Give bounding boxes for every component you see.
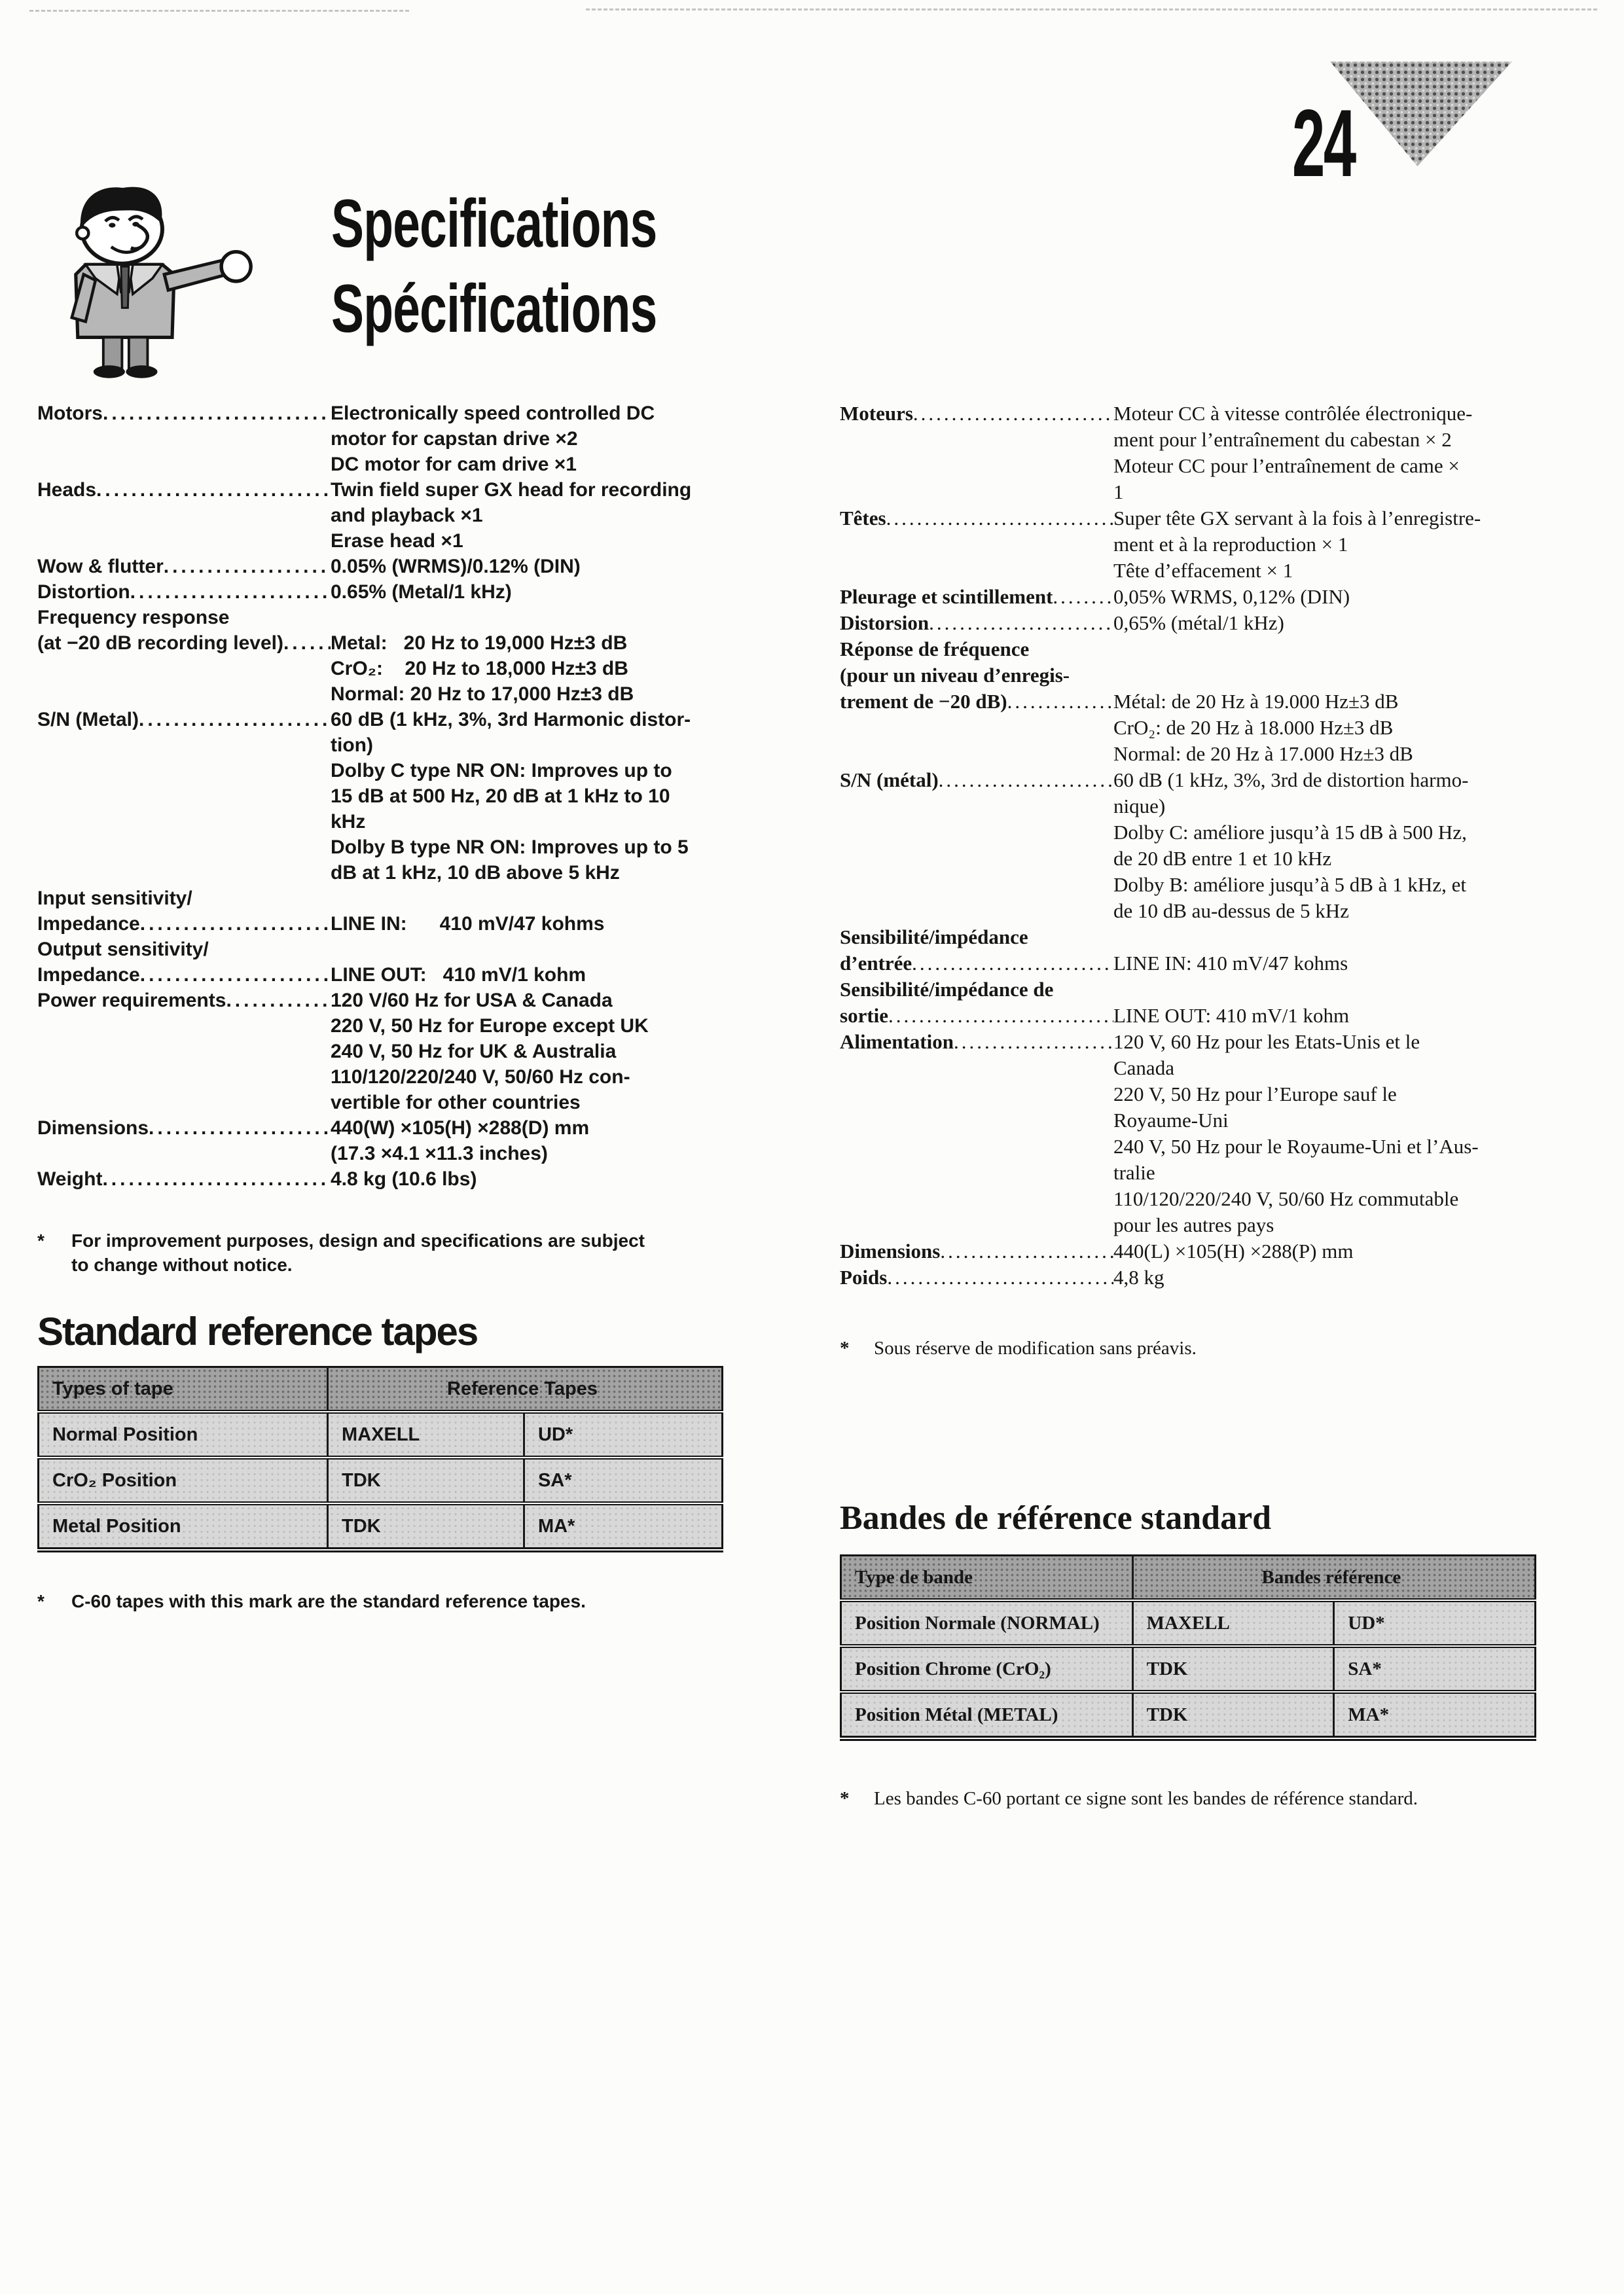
spec-line: 110/120/220/240 V, 50/60 Hz con-	[331, 1066, 630, 1088]
dot-leader	[130, 579, 331, 605]
dot-leader	[940, 1238, 1113, 1264]
cell-tape-type: Position Chrome (CrO₂)	[841, 1646, 1133, 1692]
spec-line: (17.3 ×4.1 ×11.3 inches)	[331, 1143, 548, 1164]
footnote-fr	[840, 1336, 1536, 1361]
dot-leader	[939, 767, 1113, 924]
dot-leader	[226, 988, 331, 1115]
spec-entry-sn	[37, 707, 723, 886]
spec-entry-distorsion	[840, 610, 1536, 636]
dot-leader	[1053, 584, 1113, 610]
spec-entry-poids	[840, 1264, 1536, 1291]
spec-entry-moteurs	[840, 401, 1536, 505]
title-english: Specifications	[331, 186, 657, 262]
cell-brand: MAXELL	[328, 1412, 524, 1458]
spec-entry-output-sensitivity	[37, 937, 723, 988]
spec-label: Distortion	[37, 581, 130, 603]
spec-entry-wow-flutter	[37, 554, 723, 579]
spec-entry-distortion	[37, 579, 723, 605]
page-number: 24	[1292, 90, 1355, 196]
spec-entry-reponse-frequence	[840, 636, 1536, 767]
cell-brand: TDK	[328, 1503, 524, 1550]
spec-entry-pleurage	[840, 584, 1536, 610]
page-number-block	[1283, 58, 1545, 196]
cell-brand: TDK	[328, 1458, 524, 1503]
spec-line: Super tête GX servant à la fois à l’enregistre-	[1113, 507, 1481, 529]
spec-line: 220 V, 50 Hz pour l’Europe sauf le	[1113, 1083, 1397, 1105]
table-header-type: Type de bande	[841, 1556, 1133, 1601]
halftone-triangle-icon	[1330, 62, 1512, 166]
spec-line: Moteur CC à vitesse contrôlée électronique-	[1113, 402, 1473, 425]
spec-label: S/N (Metal)	[37, 709, 139, 730]
table-row	[39, 1503, 723, 1550]
spec-line: 220 V, 50 Hz for Europe except UK	[331, 1015, 649, 1037]
column-english	[37, 401, 723, 1811]
spec-line: 240 V, 50 Hz for UK & Australia	[331, 1041, 617, 1062]
spec-line: 4.8 kg (10.6 lbs)	[331, 1168, 477, 1190]
spec-line: Erase head ×1	[331, 530, 463, 552]
table-header-reference: Reference Tapes	[328, 1367, 723, 1412]
spec-line: 120 V/60 Hz for USA & Canada	[331, 990, 613, 1011]
table-row	[841, 1692, 1536, 1738]
spec-label: trement de −20 dB)	[840, 690, 1007, 713]
title-french: Spécifications	[331, 271, 657, 347]
spec-line: 60 dB (1 kHz, 3%, 3rd Harmonic distor-	[331, 709, 691, 730]
spec-label: sortie	[840, 1004, 889, 1027]
spec-label: Impedance	[37, 964, 140, 986]
dot-leader	[912, 950, 1113, 977]
spec-line: Electronically speed controlled DC	[331, 403, 655, 424]
asterisk-mark: *	[840, 1788, 850, 1809]
spec-entry-dimensions-fr	[840, 1238, 1536, 1264]
spec-line: tion)	[331, 734, 373, 756]
table-footnote-fr	[840, 1787, 1536, 1811]
spec-line: Dolby C type NR ON: Improves up to	[331, 760, 672, 781]
dot-leader	[887, 1264, 1113, 1291]
section-heading-reference-tapes-fr: Bandes de référence standard	[840, 1499, 1272, 1537]
dot-leader	[886, 505, 1113, 584]
spec-label: Réponse de fréquence	[840, 637, 1030, 660]
cell-model: UD*	[524, 1412, 722, 1458]
spec-label: Poids	[840, 1266, 888, 1289]
dot-leader	[1007, 689, 1113, 767]
spec-label: Frequency response	[37, 607, 230, 628]
spec-label: Moteurs	[840, 402, 913, 425]
cell-brand: MAXELL	[1132, 1600, 1334, 1646]
scan-artifact-line	[29, 10, 409, 12]
spec-entry-tetes	[840, 505, 1536, 584]
spec-line: Canada	[1113, 1056, 1174, 1079]
dot-leader	[103, 401, 331, 477]
spec-line: kHz	[331, 811, 366, 833]
spec-line: CrO₂: de 20 Hz à 18.000 Hz±3 dB	[1113, 716, 1394, 739]
dot-leader	[139, 707, 331, 886]
spec-entry-sensibilite-sortie	[840, 977, 1536, 1029]
spec-label: Alimentation	[840, 1030, 954, 1053]
spec-line: LINE IN: 410 mV/47 kohms	[1113, 952, 1348, 975]
spec-line: 110/120/220/240 V, 50/60 Hz commutable	[1113, 1187, 1459, 1210]
spec-label: (pour un niveau d’enregis-	[840, 664, 1070, 687]
spec-line: CrO₂: 20 Hz to 18,000 Hz±3 dB	[331, 658, 628, 679]
spec-line: DC motor for cam drive ×1	[331, 454, 577, 475]
spec-label: Dimensions	[37, 1117, 149, 1139]
spec-line: Métal: de 20 Hz à 19.000 Hz±3 dB	[1113, 690, 1399, 713]
spec-line: Dolby C: améliore jusqu’à 15 dB à 500 Hz,	[1113, 821, 1467, 844]
footnote-en	[37, 1228, 723, 1277]
spec-line: 60 dB (1 kHz, 3%, 3rd de distortion harmo-	[1113, 768, 1469, 791]
spec-label: Weight	[37, 1168, 103, 1190]
spec-line: de 10 dB au-dessus de 5 kHz	[1113, 899, 1349, 922]
cell-tape-type: CrO₂ Position	[39, 1458, 328, 1503]
footnote-text: C-60 tapes with this mark are the standard reference tapes.	[71, 1591, 586, 1611]
spec-entry-motors	[37, 401, 723, 477]
spec-line: Metal: 20 Hz to 19,000 Hz±3 dB	[331, 632, 628, 654]
dot-leader	[149, 1115, 331, 1166]
spec-entry-sn-fr	[840, 767, 1536, 924]
spec-line: 440(W) ×105(H) ×288(D) mm	[331, 1117, 590, 1139]
spec-label: Input sensitivity/	[37, 887, 192, 909]
page-titles	[331, 178, 784, 352]
spec-label: Output sensitivity/	[37, 939, 209, 960]
spec-label: Wow & flutter	[37, 556, 164, 577]
spec-label: Pleurage et scintillement	[840, 585, 1053, 608]
spec-entry-weight	[37, 1166, 723, 1192]
spec-line: 240 V, 50 Hz pour le Royaume-Uni et l’Aus-	[1113, 1135, 1479, 1158]
spec-label: Heads	[37, 479, 97, 501]
spec-label: Motors	[37, 403, 103, 424]
spec-line: Dolby B: améliore jusqu’à 5 dB à 1 kHz, et	[1113, 873, 1466, 896]
spec-line: LINE OUT: 410 mV/1 kohm	[1113, 1004, 1350, 1027]
spec-label: Sensibilité/impédance de	[840, 978, 1054, 1001]
footnote-text: Les bandes C-60 portant ce signe sont les bandes de référence standard.	[874, 1788, 1418, 1809]
cell-tape-type: Normal Position	[39, 1412, 328, 1458]
presenter-man-icon	[26, 178, 322, 380]
spec-label: S/N (métal)	[840, 768, 939, 791]
spec-entry-heads	[37, 477, 723, 554]
table-footnote-en	[37, 1589, 723, 1613]
cell-brand: TDK	[1132, 1646, 1334, 1692]
spec-line: Dolby B type NR ON: Improves up to 5	[331, 836, 689, 858]
spec-label: Dimensions	[840, 1240, 941, 1263]
spec-line: ment et à la reproduction × 1	[1113, 533, 1348, 556]
cell-tape-type: Position Métal (METAL)	[841, 1692, 1133, 1738]
reference-tapes-table-fr	[840, 1554, 1536, 1741]
spec-line: Tête d’effacement × 1	[1113, 559, 1293, 582]
title-block	[26, 178, 784, 380]
table-row	[841, 1600, 1536, 1646]
spec-line: and playback ×1	[331, 505, 483, 526]
spec-columns	[37, 401, 1536, 1811]
spec-line: 0.05% (WRMS)/0.12% (DIN)	[331, 556, 581, 577]
spec-line: dB at 1 kHz, 10 dB above 5 kHz	[331, 862, 620, 884]
spec-line: LINE IN: 410 mV/47 kohms	[331, 913, 605, 935]
asterisk-mark: *	[840, 1338, 850, 1359]
spec-entry-alimentation	[840, 1029, 1536, 1238]
spec-label: Power requirements	[37, 990, 226, 1011]
table-row	[39, 1412, 723, 1458]
spec-entry-input-sensitivity	[37, 886, 723, 937]
table-header-type: Types of tape	[39, 1367, 328, 1412]
cell-model: SA*	[1334, 1646, 1536, 1692]
footnote-text: Sous réserve de modification sans préavis.	[874, 1338, 1197, 1359]
column-french	[840, 401, 1536, 1811]
spec-line: 15 dB at 500 Hz, 20 dB at 1 kHz to 10	[331, 785, 670, 807]
spec-line: 4,8 kg	[1113, 1266, 1164, 1289]
spec-line: LINE OUT: 410 mV/1 kohm	[331, 964, 586, 986]
spec-label: (at −20 dB recording level)	[37, 632, 283, 654]
spec-line: 0,65% (métal/1 kHz)	[1113, 611, 1284, 634]
scan-artifact-line	[586, 9, 1597, 10]
spec-line: 0,05% WRMS, 0,12% (DIN)	[1113, 585, 1350, 608]
spec-label: Têtes	[840, 507, 886, 529]
spec-line: ment pour l’entraînement du cabestan × 2	[1113, 428, 1452, 451]
dot-leader	[913, 401, 1113, 505]
cell-brand: TDK	[1132, 1692, 1334, 1738]
dot-leader	[164, 554, 331, 579]
table-row	[841, 1646, 1536, 1692]
dot-leader	[954, 1029, 1113, 1238]
dot-leader	[929, 610, 1113, 636]
table-header-reference: Bandes référence	[1132, 1556, 1535, 1601]
section-heading-reference-tapes-en: Standard reference tapes	[37, 1310, 478, 1353]
spec-line: Twin field super GX head for recording	[331, 479, 692, 501]
spec-label: Distorsion	[840, 611, 929, 634]
spec-label: Sensibilité/impédance	[840, 925, 1028, 948]
cell-model: MA*	[1334, 1692, 1536, 1738]
spec-line: vertible for other countries	[331, 1092, 581, 1113]
dot-leader	[140, 911, 331, 937]
dot-leader	[96, 477, 331, 554]
spec-label: d’entrée	[840, 952, 912, 975]
asterisk-mark: *	[37, 1230, 45, 1251]
spec-label: Impedance	[37, 913, 140, 935]
dot-leader	[102, 1166, 331, 1192]
reference-tapes-table-en	[37, 1366, 723, 1552]
spec-line: motor for capstan drive ×2	[331, 428, 578, 450]
footnote-text: For improvement purposes, design and specifications are subject to change without notice.	[71, 1230, 645, 1275]
spec-entry-power	[37, 988, 723, 1115]
spec-entry-dimensions	[37, 1115, 723, 1166]
spec-entry-sensibilite-entree	[840, 924, 1536, 977]
cell-model: UD*	[1334, 1600, 1536, 1646]
dot-leader	[888, 1003, 1113, 1029]
spec-line: 1	[1113, 480, 1124, 503]
spec-line: Royaume-Uni	[1113, 1109, 1229, 1132]
spec-line: 0.65% (Metal/1 kHz)	[331, 581, 512, 603]
cell-model: MA*	[524, 1503, 722, 1550]
cell-tape-type: Metal Position	[39, 1503, 328, 1550]
dot-leader	[140, 962, 331, 988]
asterisk-mark: *	[37, 1591, 45, 1611]
spec-line: Normal: de 20 Hz à 17.000 Hz±3 dB	[1113, 742, 1413, 765]
spec-line: Normal: 20 Hz to 17,000 Hz±3 dB	[331, 683, 634, 705]
spec-line: de 20 dB entre 1 et 10 kHz	[1113, 847, 1332, 870]
spec-line: 440(L) ×105(H) ×288(P) mm	[1113, 1240, 1354, 1263]
spec-line: 120 V, 60 Hz pour les Etats-Unis et le	[1113, 1030, 1420, 1053]
spec-line: pour les autres pays	[1113, 1213, 1274, 1236]
spec-line: tralie	[1113, 1161, 1155, 1184]
spec-line: nique)	[1113, 795, 1166, 817]
dot-leader	[283, 630, 331, 707]
cell-tape-type: Position Normale (NORMAL)	[841, 1600, 1133, 1646]
spec-entry-frequency-response	[37, 605, 723, 707]
cell-model: SA*	[524, 1458, 722, 1503]
table-row	[39, 1458, 723, 1503]
spec-line: Moteur CC pour l’entraînement de came ×	[1113, 454, 1460, 477]
